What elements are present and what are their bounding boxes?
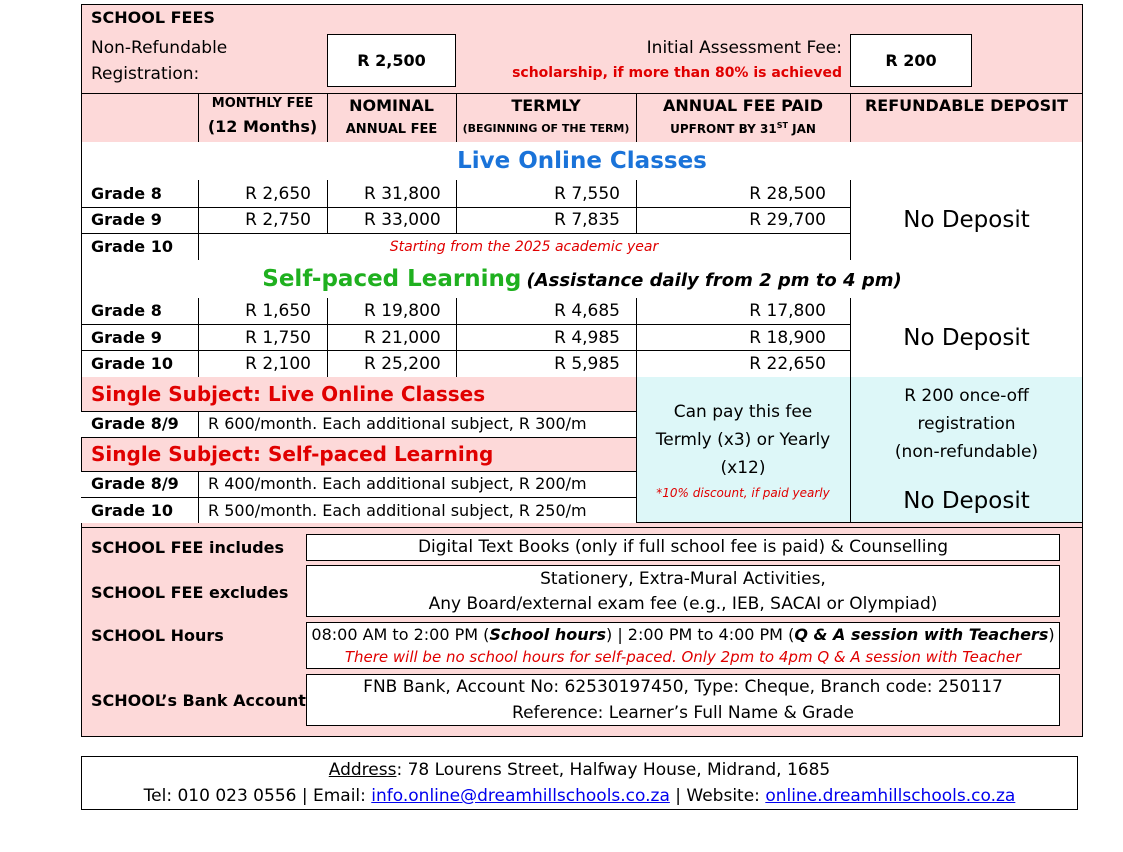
header-termly: TERMLY — [511, 96, 581, 115]
self-paced-title — [81, 268, 1083, 291]
yearly-discount-note: *10% discount, if paid yearly — [656, 486, 830, 500]
header-annual-paid: ANNUAL FEE PAID — [662, 96, 824, 115]
qa-session-emphasis: Q & A session with Teachers — [794, 625, 1049, 644]
grade-label: Grade 9 — [91, 210, 162, 229]
termly-fee: R 7,835 — [554, 210, 620, 230]
assessment-scholarship-note: scholarship, if more than 80% is achieved — [512, 65, 842, 81]
header-nominal-annual: ANNUAL FEE — [345, 122, 438, 137]
contact-line — [81, 788, 1078, 805]
self-paced-assistance: (Assistance daily from 2 pm to 4 pm) — [526, 270, 902, 291]
monthly-fee: R 1,750 — [245, 328, 311, 348]
header-annual-upfront: UPFRONT BY 31ST JAN — [670, 121, 816, 136]
monthly-fee: R 2,750 — [245, 210, 311, 230]
address-value: : 78 Lourens Street, Halfway House, Midrand, 1685 — [396, 760, 831, 780]
header-refundable-deposit: REFUNDABLE DEPOSIT — [864, 96, 1069, 115]
grade10-start-note: Starting from the 2025 academic year — [389, 239, 659, 255]
single-live-title: Single Subject: Live Online Classes — [91, 382, 486, 406]
website-label: | Website: — [669, 786, 766, 806]
single-subject-deposit: No Deposit — [903, 488, 1030, 514]
excludes-line1: Stationery, Extra-Mural Activities, — [540, 569, 826, 589]
tel-email-label: Tel: 010 023 0556 | Email: — [143, 786, 372, 806]
bank-details: FNB Bank, Account No: 62530197450, Type: Cheque, Branch code: 250117 — [363, 677, 1003, 697]
website-link[interactable]: online.dreamhillschools.co.za — [765, 786, 1016, 806]
single-self-fee: R 500/month. Each additional subject, R 250/m — [208, 501, 587, 520]
once-off-reg-line2: registration — [917, 414, 1016, 434]
non-refundable-label: Non-Refundable — [91, 38, 228, 58]
assessment-amount: R 200 — [885, 51, 937, 70]
self-paced-deposit: No Deposit — [903, 325, 1030, 351]
excludes-label: SCHOOL FEE excludes — [91, 583, 289, 602]
bank-reference: Reference: Learner’s Full Name & Grade — [512, 703, 854, 723]
once-off-reg-line1: R 200 once-off — [904, 386, 1029, 406]
once-off-reg-line3: (non-refundable) — [894, 442, 1039, 462]
address-line — [81, 762, 1078, 779]
includes-value: Digital Text Books (only if full school fee is paid) & Counselling — [417, 537, 949, 557]
annual-fee: R 17,800 — [749, 301, 826, 321]
assessment-fee-label: Initial Assessment Fee: — [646, 38, 842, 58]
self-paced-heading: Self-paced Learning — [262, 266, 522, 292]
school-hours-emphasis: School hours — [489, 625, 606, 644]
annual-fee: R 22,650 — [749, 354, 826, 374]
pay-fee-line2: Termly (x3) or Yearly — [655, 430, 831, 450]
single-live-fee: R 600/month. Each additional subject, R 300/m — [208, 414, 587, 433]
includes-label: SCHOOL FEE includes — [91, 538, 285, 557]
single-self-fee: R 400/month. Each additional subject, R 200/m — [208, 474, 587, 493]
address-label: Address — [328, 760, 397, 780]
grade-label: Grade 8/9 — [91, 414, 179, 433]
registration-label: Registration: — [91, 64, 200, 84]
monthly-fee: R 1,650 — [245, 301, 311, 321]
grade-label: Grade 8/9 — [91, 474, 179, 493]
grade-label: Grade 10 — [91, 237, 173, 256]
grade-label: Grade 8 — [91, 301, 162, 320]
termly-fee: R 5,985 — [554, 354, 620, 374]
annual-fee: R 18,900 — [749, 328, 826, 348]
monthly-fee: R 2,650 — [245, 184, 311, 204]
nominal-fee: R 21,000 — [364, 328, 441, 348]
nominal-fee: R 31,800 — [364, 184, 441, 204]
grade-label: Grade 10 — [91, 501, 173, 520]
grade-label: Grade 8 — [91, 184, 162, 203]
hours-label: SCHOOL Hours — [91, 626, 224, 645]
registration-amount: R 2,500 — [357, 51, 426, 70]
termly-fee: R 7,550 — [554, 184, 620, 204]
monthly-fee: R 2,100 — [245, 354, 311, 374]
termly-fee: R 4,685 — [554, 301, 620, 321]
excludes-line2: Any Board/external exam fee (e.g., IEB, SACAI or Olympiad) — [428, 594, 938, 614]
grade-label: Grade 10 — [91, 354, 173, 373]
pay-fee-line1: Can pay this fee — [673, 402, 813, 422]
grade-label: Grade 9 — [91, 328, 162, 347]
live-online-deposit: No Deposit — [903, 207, 1030, 233]
nominal-fee: R 33,000 — [364, 210, 441, 230]
header-nominal: NOMINAL — [349, 96, 434, 115]
termly-fee: R 4,985 — [554, 328, 620, 348]
single-self-title: Single Subject: Self-paced Learning — [91, 442, 494, 466]
header-termly-note: (BEGINNING OF THE TERM) — [462, 122, 630, 135]
annual-fee: R 29,700 — [749, 210, 826, 230]
header-monthly-fee: MONTHLY FEE — [211, 96, 314, 111]
live-online-title: Live Online Classes — [457, 148, 707, 174]
email-link[interactable]: info.online@dreamhillschools.co.za — [371, 786, 670, 806]
nominal-fee: R 25,200 — [364, 354, 441, 374]
annual-fee: R 28,500 — [749, 184, 826, 204]
self-paced-hours-note: There will be no school hours for self-paced. Only 2pm to 4pm Q & A session with Teacher — [344, 648, 1022, 666]
school-fees-title: SCHOOL FEES — [91, 8, 215, 27]
pay-fee-line3: (x12) — [720, 458, 766, 478]
bank-label: SCHOOL’s Bank Account — [91, 691, 306, 710]
header-monthly-months: (12 Months) — [207, 117, 318, 136]
nominal-fee: R 19,800 — [364, 301, 441, 321]
hours-value: 08:00 AM to 2:00 PM (School hours) | 2:00 PM to 4:00 PM (Q & A session with Teachers) — [311, 625, 1055, 644]
